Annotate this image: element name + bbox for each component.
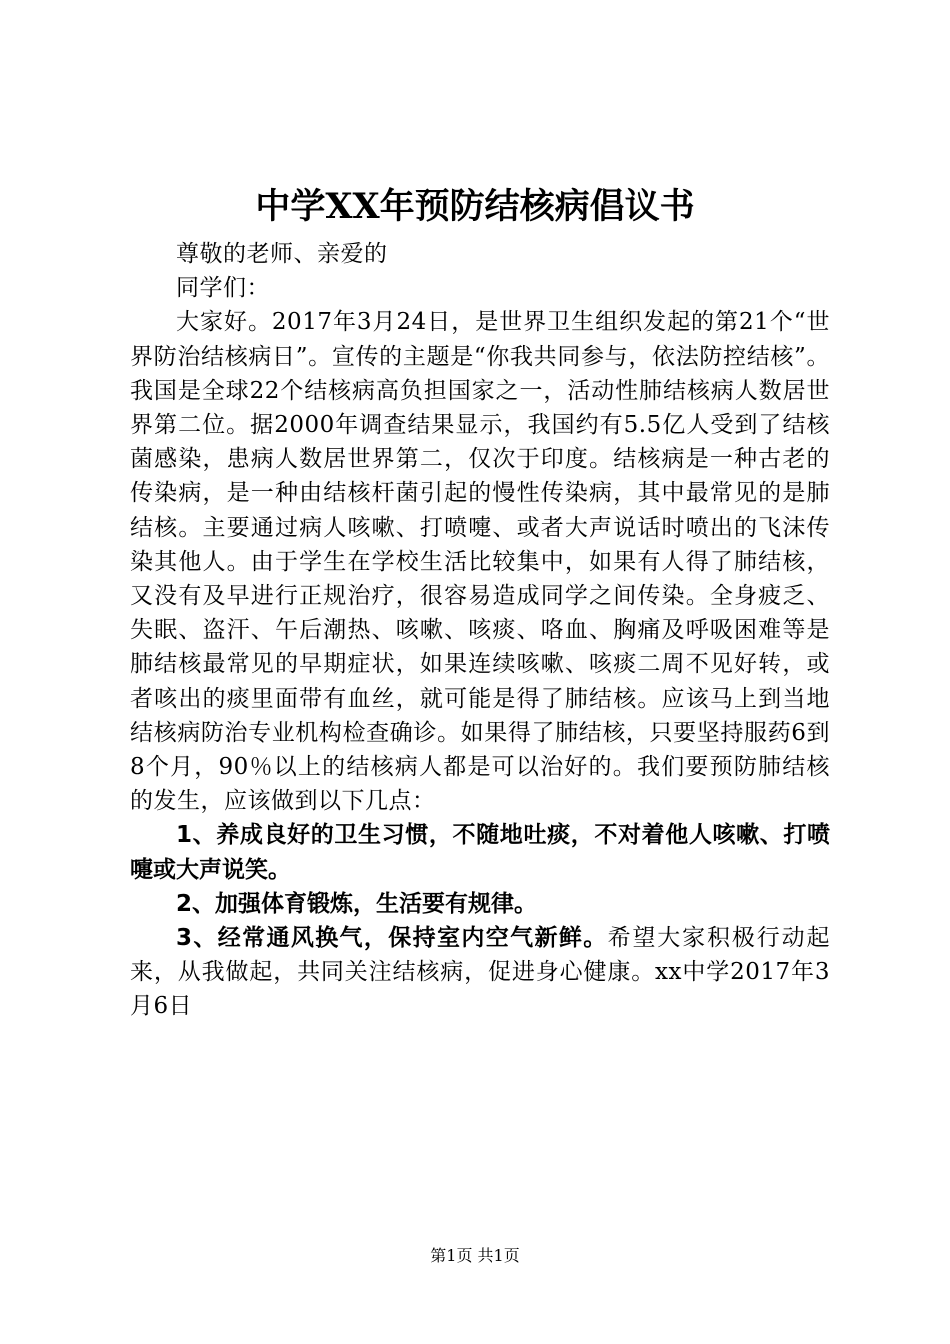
point-3: 3、经常通风换气，保持室内空气新鲜。	[176, 925, 608, 952]
point-3-with-closing	[130, 921, 830, 1024]
document-title: 中学XX年预防结核病倡议书	[255, 186, 695, 227]
page-number-footer: 第1页 共1页	[430, 1246, 520, 1265]
salutation-line-2: 同学们：	[176, 275, 270, 302]
body-paragraph: 大家好。2017年3月24日，是世界卫生组织发起的第21个“世界防治结核病日”。宣传的主题是“你我共同参与，依法防控结核”。我国是全球22个结核病高负担国家之一，活动性肺结核病人数居世界第二位。据2000年调查结果显示，我国约有5.5亿人受到了结核菌感染，患病人数居世界第二，仅次于印度。结核病是一种古老的传染病，是一种由结核杆菌引起的慢性传染病，其中最常见的是肺结核。主要通过病人咳嗽、打喷嚏、或者大声说话时喷出的飞沫传染其他人。由于学生在学校生活比较集中，如果有人得了肺结核，又没有及早进行正规治疗，很容易造成同学之间传染。全身疲乏、失眠、盗汗、午后潮热、咳嗽、咳痰、咯血、胸痛及呼吸困难等是肺结核最常见的早期症状，如果连续咳嗽、咳痰二周不见好转，或者咳出的痰里面带有血丝，就可能是得了肺结核。应该马上到当地结核病防治专业机构检查确诊。如果得了肺结核，只要坚持服药6到8个月，90％以上的结核病人都是可以治好的。我们要预防肺结核的发生，应该做到以下几点：	[130, 309, 830, 815]
document-body	[130, 237, 830, 1024]
point-2: 2、加强体育锻炼，生活要有规律。	[176, 890, 538, 917]
closing-text: 希望大家积极行动起来，从我做起，共同关注结核病，促进身心健康。xx中学2017年3月6日	[130, 925, 830, 1020]
point-1: 1、养成良好的卫生习惯，不随地吐痰，不对着他人咳嗽、打喷嚏或大声说笑。	[130, 822, 830, 883]
salutation-line-1: 尊敬的老师、亲爱的	[176, 241, 388, 267]
